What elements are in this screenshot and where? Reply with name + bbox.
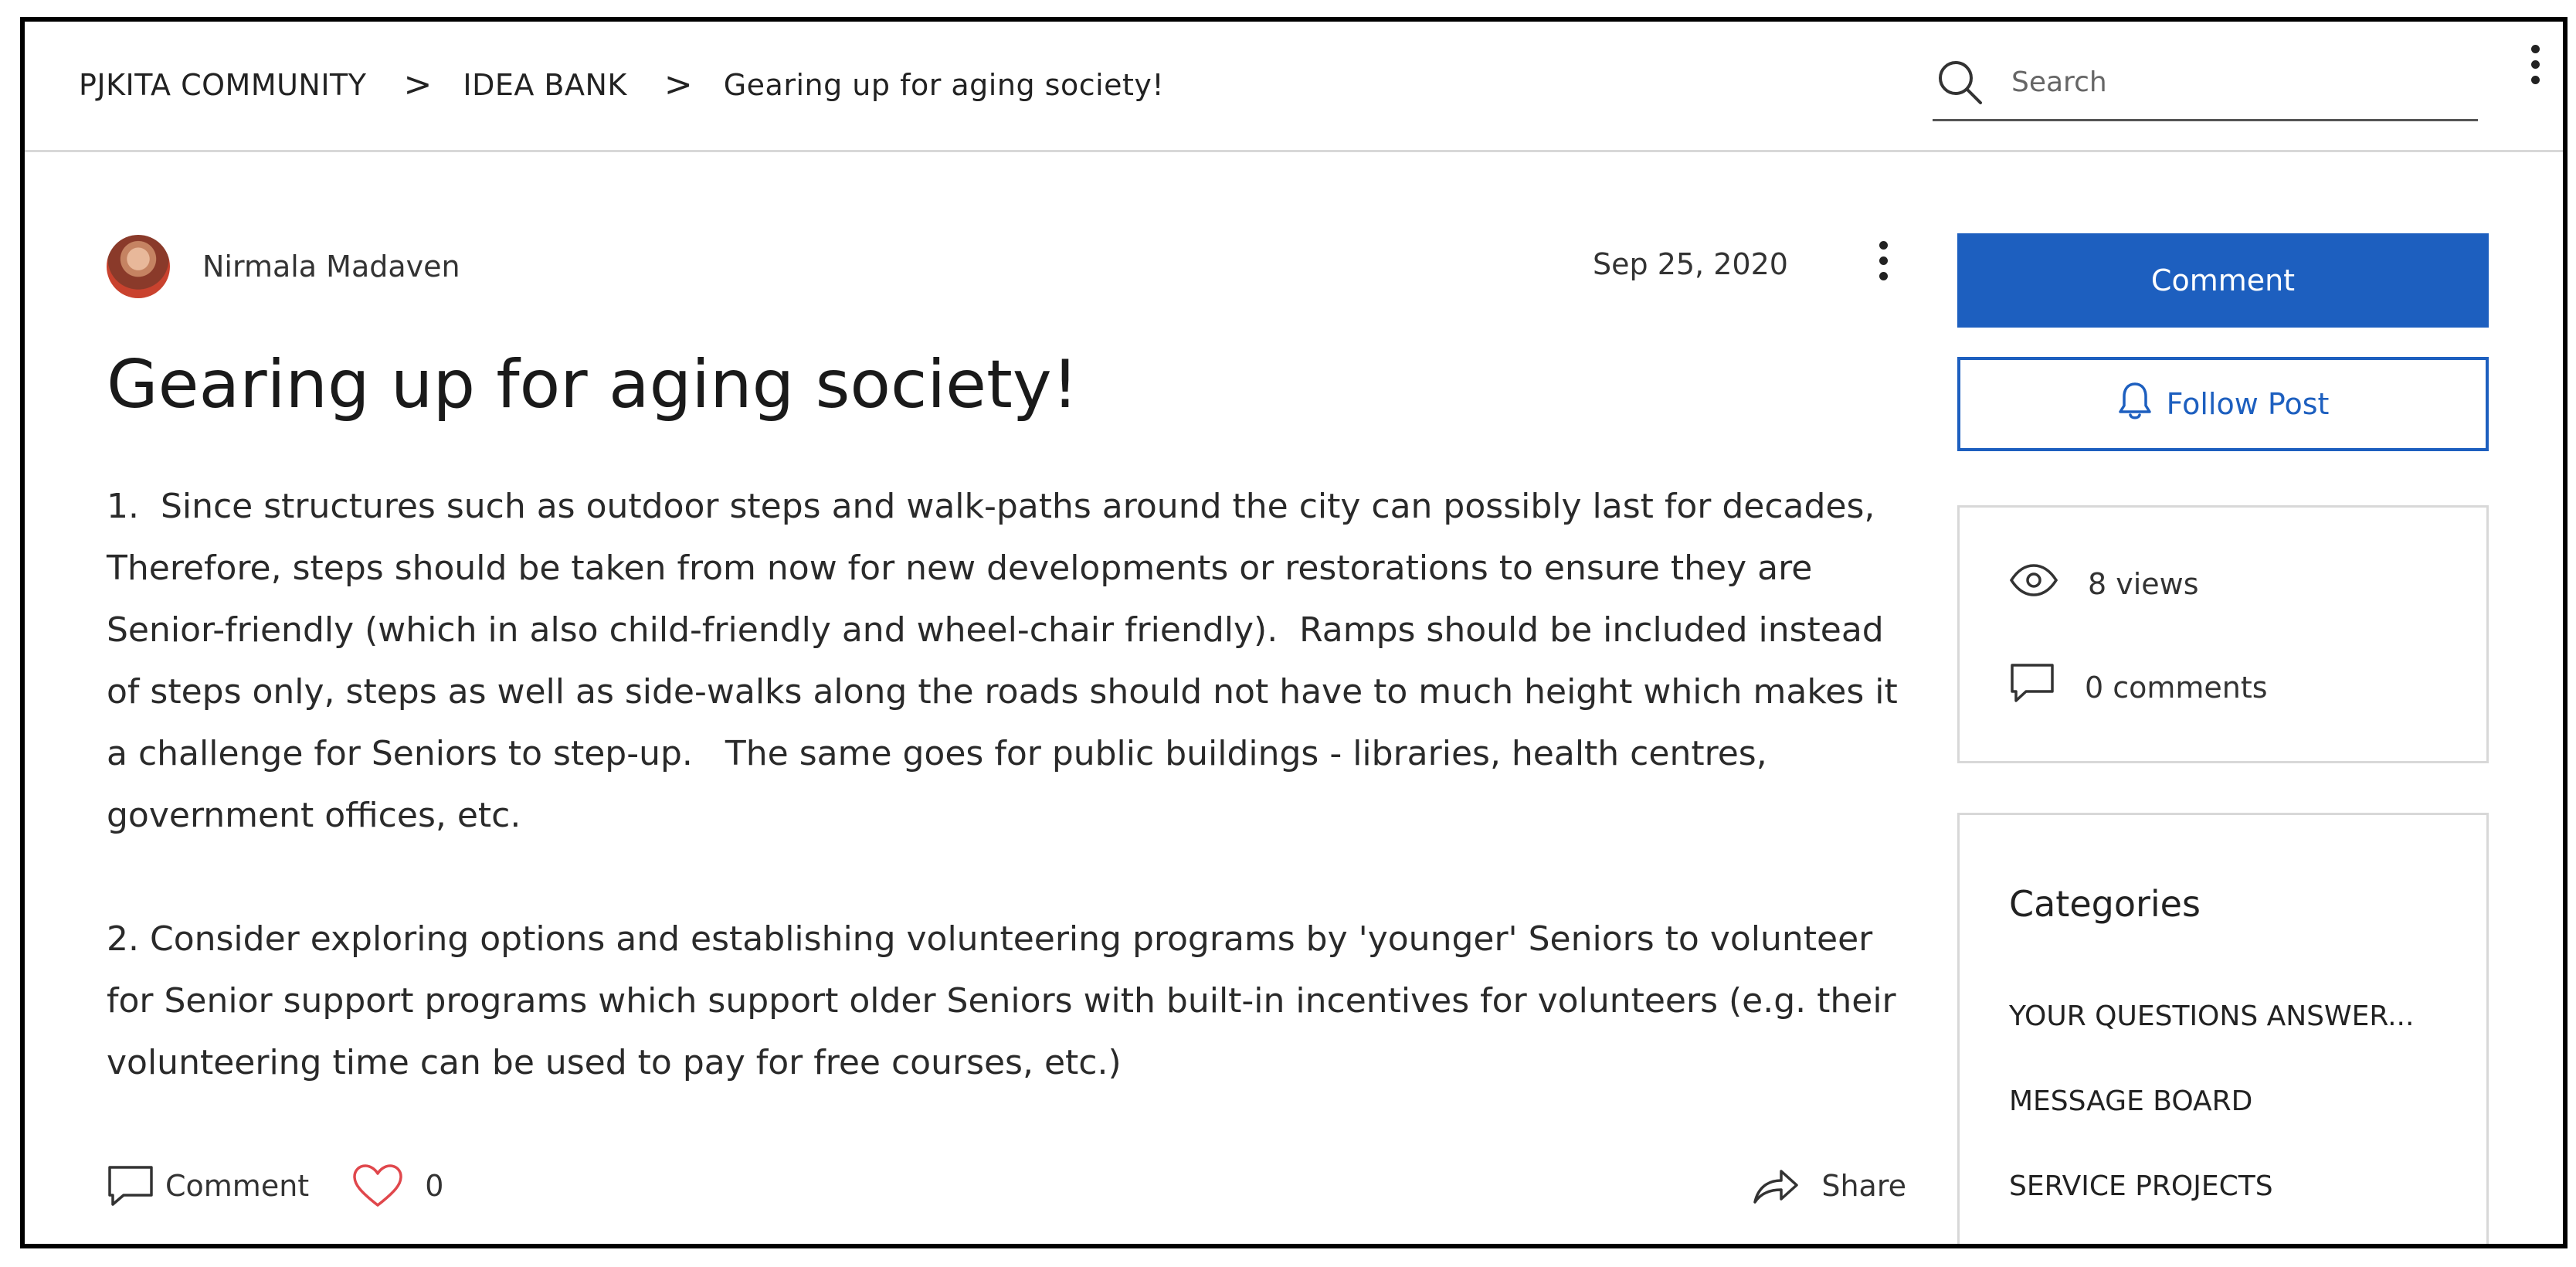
post-date: Sep 25, 2020 (1593, 247, 1788, 281)
heart-icon[interactable] (352, 1163, 403, 1208)
search-icon[interactable] (1933, 55, 1987, 109)
categories-panel (1957, 813, 2489, 1248)
breadcrumb-item-community[interactable]: PJKITA COMMUNITY (79, 67, 367, 102)
page-frame (20, 17, 2568, 1248)
views-count: 8 views (2088, 566, 2199, 601)
like-count: 0 (425, 1169, 444, 1203)
share-action[interactable] (1752, 1167, 1906, 1205)
post-author (107, 235, 460, 298)
breadcrumb-item-idea-bank[interactable]: IDEA BANK (463, 67, 627, 102)
views-stat (2009, 563, 2199, 604)
category-item[interactable]: YOUR QUESTIONS ANSWER... (2009, 1000, 2415, 1032)
categories-title: Categories (2009, 883, 2201, 925)
chevron-right-icon: > (403, 65, 433, 104)
breadcrumb (79, 65, 1164, 104)
post-comment-action[interactable] (107, 1164, 309, 1208)
author-name[interactable]: Nirmala Madaven (202, 250, 460, 284)
follow-post-button[interactable] (1957, 357, 2489, 451)
search-input[interactable] (2010, 66, 2445, 99)
comments-count: 0 comments (2085, 670, 2268, 705)
comment-icon (2009, 662, 2055, 712)
post-actions (107, 1159, 1906, 1213)
comment-icon (107, 1164, 154, 1208)
eye-icon (2009, 563, 2058, 604)
top-bar (25, 22, 2563, 152)
share-icon (1752, 1167, 1800, 1205)
chevron-right-icon: > (664, 65, 693, 104)
post-paragraph: 1. Since structures such as outdoor steps and walk-paths around the city can possibly last for decades, Therefore, steps should be taken from now for new developments or restorations to ensure they are Senior-friendly (which in also child-friendly and wheel-chair friendly). Ramps should be included instead of steps only, steps as well as side-walks along the roads should not have to much height which makes it a challenge for Seniors to step-up. The same goes for public buildings - libraries, health centres, government offices, etc. (107, 487, 1909, 835)
comment-action-label: Comment (165, 1169, 310, 1203)
like-action[interactable] (352, 1163, 443, 1208)
avatar[interactable] (107, 235, 170, 298)
follow-post-label: Follow Post (2166, 387, 2330, 421)
post-stats (1957, 505, 2489, 763)
post-paragraph: 2. Consider exploring options and establishing volunteering programs by 'younger' Seniors to volunteer for Senior support programs which support older Seniors with built-in incentives for volunteers (e.g. their volunteering time can be used to pay for free courses, etc.) (107, 919, 1907, 1082)
post-body (107, 476, 1909, 1094)
comments-stat (2009, 662, 2268, 712)
more-options-icon[interactable] (2521, 45, 2549, 107)
bell-icon (2117, 381, 2167, 428)
post-title: Gearing up for aging society! (107, 346, 1079, 423)
category-item[interactable]: MESSAGE BOARD (2009, 1085, 2253, 1117)
post-more-options-icon[interactable] (1874, 241, 1892, 295)
breadcrumb-item-current-post: Gearing up for aging society! (723, 67, 1165, 102)
search-bar (1933, 45, 2478, 121)
share-label: Share (1821, 1169, 1906, 1203)
comment-button[interactable]: Comment (1957, 233, 2489, 328)
category-item[interactable]: SERVICE PROJECTS (2009, 1170, 2273, 1202)
